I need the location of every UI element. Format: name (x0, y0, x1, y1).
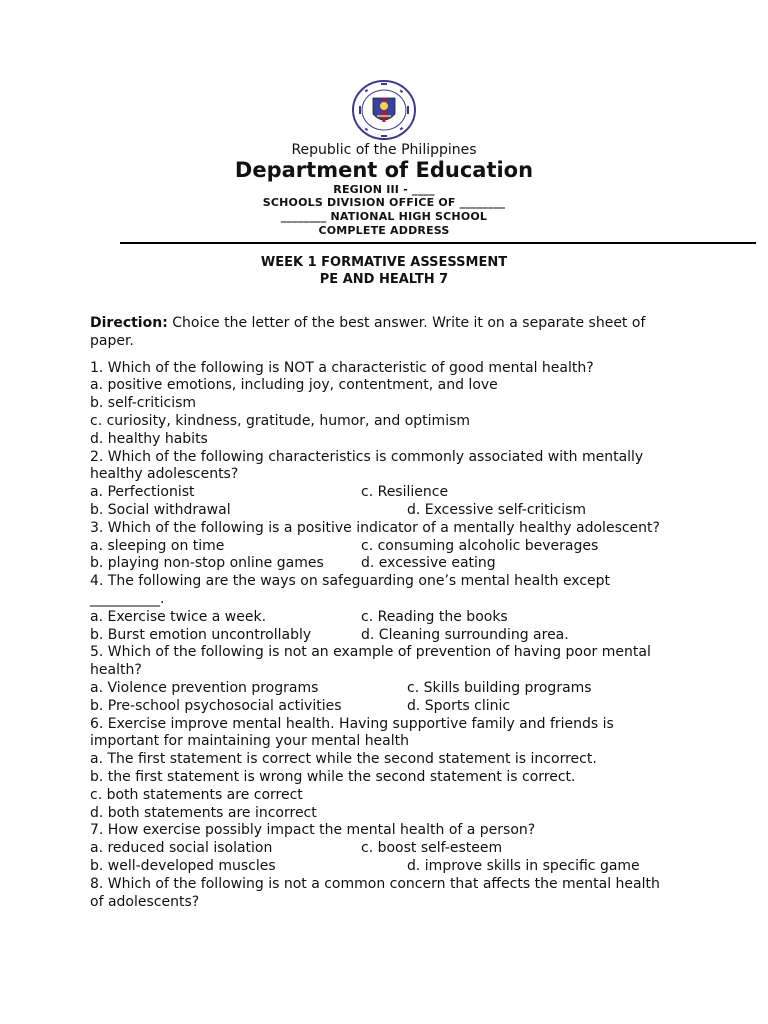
question-6: 6. Exercise improve mental health. Having supportive family and friends is important for maintaining your mental health (90, 715, 614, 750)
question-3: 3. Which of the following is a positive indicator of a mentally healthy adolescent? (90, 519, 660, 536)
q5-row-1 (90, 680, 690, 698)
question-8: 8. Which of the following is not a common concern that affects the mental health of adolescents? (90, 875, 660, 910)
q1-option-d: d. healthy habits (90, 430, 208, 447)
q7-option-c: c. boost self-esteem (361, 840, 503, 857)
region-line: REGION III - ____ (333, 183, 435, 196)
direction-label: Direction: (90, 315, 168, 331)
q3-row-1 (90, 538, 690, 556)
q1-option-b: b. self-criticism (90, 395, 197, 412)
q1-option-a: a. positive emotions, including joy, contentment, and love (90, 377, 498, 394)
direction-paragraph (90, 315, 690, 351)
assessment-title: WEEK 1 FORMATIVE ASSESSMENT (260, 255, 508, 270)
q6-option-a: a. The first statement is correct while the second statement is incorrect. (90, 751, 597, 768)
q5-row-2 (90, 698, 690, 716)
division-line: SCHOOLS DIVISION OFFICE OF ________ (262, 196, 506, 209)
department-heading: Department of Education (234, 158, 534, 182)
assessment-body (90, 315, 690, 911)
q3-option-c: c. consuming alcoholic beverages (361, 537, 599, 554)
q7-option-d: d. improve skills in specific game (407, 857, 640, 874)
q2-row-2 (90, 502, 690, 520)
address-line: COMPLETE ADDRESS (318, 224, 450, 237)
q5-option-c: c. Skills building programs (407, 679, 592, 696)
q7-row-2 (90, 858, 690, 876)
question-4: 4. The following are the ways on safeguarding one’s mental health except __________. (90, 573, 611, 607)
q3-row-2 (90, 555, 690, 573)
q2-option-a: a. Perfectionist (90, 484, 195, 501)
q6-option-c: c. both statements are correct (90, 786, 303, 803)
q6-option-b: b. the first statement is wrong while the second statement is correct. (90, 768, 576, 785)
q2-row-1 (90, 484, 690, 502)
header-divider (120, 242, 756, 244)
q3-option-a: a. sleeping on time (90, 537, 225, 554)
question-7: 7. How exercise possibly impact the mental health of a person? (90, 822, 536, 839)
q2-option-d: d. Excessive self-criticism (407, 501, 587, 518)
q4-option-b: b. Burst emotion uncontrollably (90, 626, 312, 643)
school-line: ________ NATIONAL HIGH SCHOOL (280, 210, 488, 223)
q6-option-d: d. both statements are incorrect (90, 804, 317, 821)
q1-option-c: c. curiosity, kindness, gratitude, humor, and optimism (90, 412, 471, 429)
q4-option-d: d. Cleaning surrounding area. (361, 626, 569, 643)
q4-row-2 (90, 627, 690, 645)
q7-option-b: b. well-developed muscles (90, 857, 276, 874)
q3-option-b: b. playing non-stop online games (90, 555, 324, 572)
q7-row-1 (90, 840, 690, 858)
q5-option-d: d. Sports clinic (407, 697, 511, 714)
question-5: 5. Which of the following is not an example of prevention of having poor mental health? (90, 644, 651, 679)
q4-option-a: a. Exercise twice a week. (90, 608, 267, 625)
q3-option-d: d. excessive eating (361, 555, 496, 572)
q4-row-1 (90, 609, 690, 627)
question-2: 2. Which of the following characteristics is commonly associated with mentally healthy adolescents? (90, 448, 644, 483)
deped-seal-logo (351, 80, 417, 140)
assessment-subject: PE AND HEALTH 7 (319, 272, 449, 287)
q5-option-b: b. Pre-school psychosocial activities (90, 697, 342, 714)
republic-heading: Republic of the Philippines (291, 142, 477, 158)
q5-option-a: a. Violence prevention programs (90, 679, 319, 696)
direction-text: Choice the letter of the best answer. Write it on a separate sheet of paper. (90, 315, 646, 349)
q2-option-b: b. Social withdrawal (90, 501, 231, 518)
question-1: 1. Which of the following is NOT a characteristic of good mental health? (90, 359, 594, 376)
q2-option-c: c. Resilience (361, 484, 449, 501)
q7-option-a: a. reduced social isolation (90, 840, 273, 857)
q4-option-c: c. Reading the books (361, 608, 508, 625)
